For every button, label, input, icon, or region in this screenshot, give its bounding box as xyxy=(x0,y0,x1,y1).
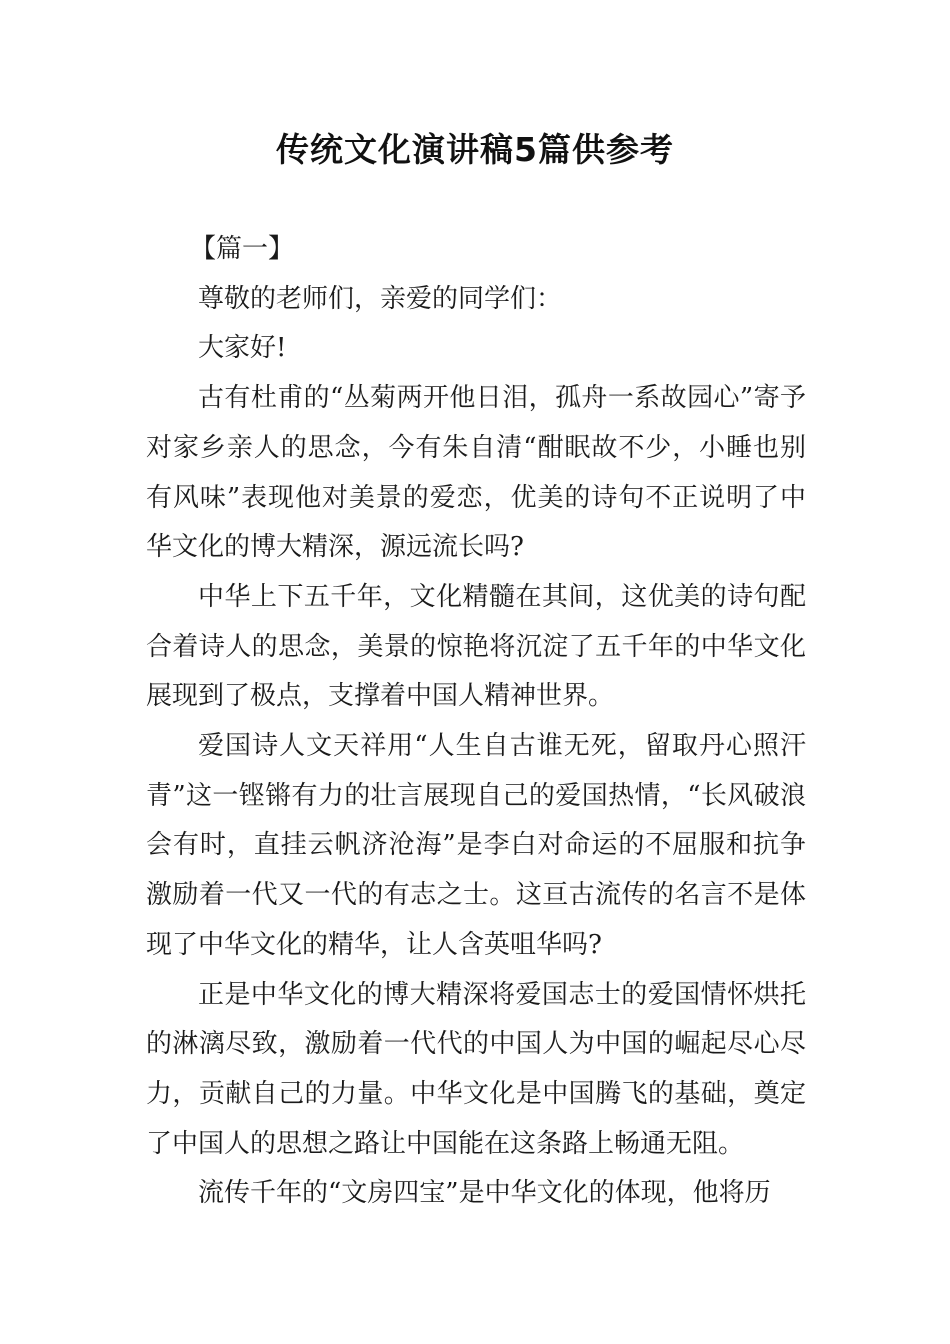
body-paragraph: 爱国诗人文天祥用“人生自古谁无死，留取丹心照汗青”这一铿锵有力的壮言展现自己的爱国热情，“长风破浪会有时，直挂云帆济沧海”是李白对命运的不屈服和抗争激励着一代又一代的有志之士。这亘古流传的名言不是体现了中华文化的精华，让人含英咀华吗? xyxy=(146,731,806,960)
body-paragraph: 流传千年的“文房四宝”是中华文化的体现，他将历 xyxy=(198,1178,771,1209)
greeting-paragraph: 大家好! xyxy=(198,333,287,364)
salutation-paragraph: 尊敬的老师们，亲爱的同学们： xyxy=(198,283,563,314)
body-paragraph: 正是中华文化的博大精深将爱国志士的爱国情怀烘托的淋漓尽致，激励着一代代的中国人为中国的崛起尽心尽力，贡献自己的力量。中华文化是中国腾飞的基础，奠定了中国人的思想之路让中国能在这条路上畅通无阻。 xyxy=(146,979,806,1159)
section-heading: 【篇一】 xyxy=(190,234,295,264)
document-title: 传统文化演讲稿5篇供参考 xyxy=(276,130,674,169)
document-body xyxy=(146,225,806,1219)
body-paragraph: 中华上下五千年，文化精髓在其间，这优美的诗句配合着诗人的思念，美景的惊艳将沉淀了五千年的中华文化展现到了极点，支撑着中国人精神世界。 xyxy=(146,581,806,712)
body-paragraph: 古有杜甫的“丛菊两开他日泪，孤舟一系故园心”寄予对家乡亲人的思念，今有朱自清“酣眠故不少，小睡也别有风味”表现他对美景的爱恋，优美的诗句不正说明了中华文化的博大精深，源远流长吗? xyxy=(146,383,806,563)
